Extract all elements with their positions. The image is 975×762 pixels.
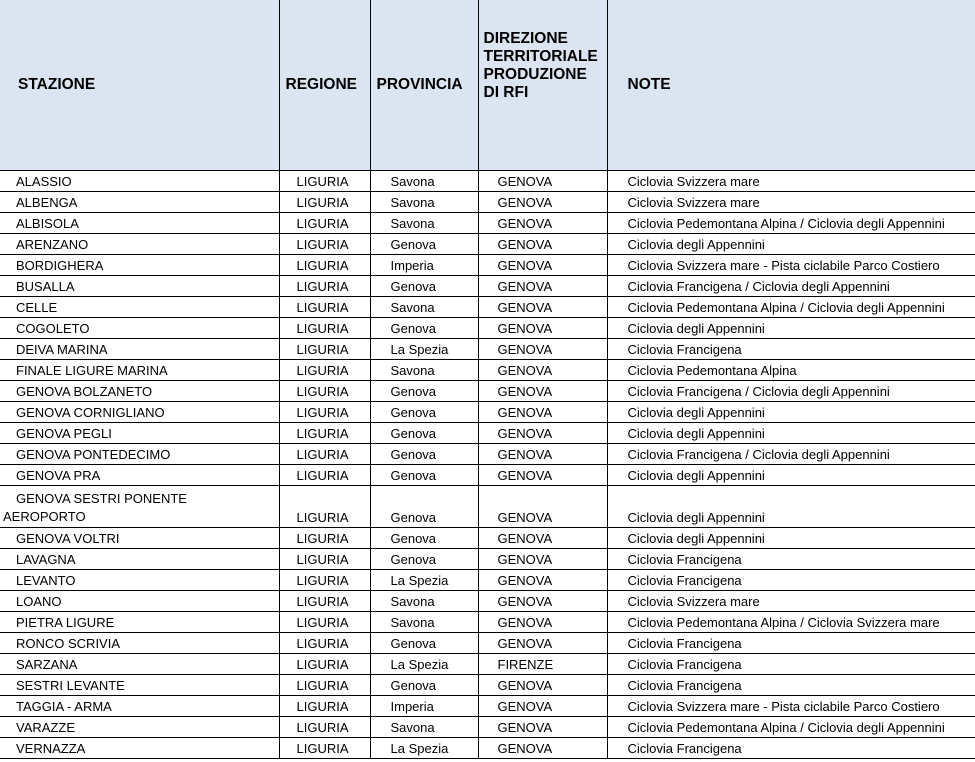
cell-direzione: GENOVA <box>478 191 607 212</box>
cell-regione: LIGURIA <box>279 653 370 674</box>
cell-provincia: Genova <box>370 275 478 296</box>
cell-provincia: Savona <box>370 590 478 611</box>
cell-stazione-line1: GENOVA SESTRI PONENTE <box>16 490 187 506</box>
cell-direzione: GENOVA <box>478 611 607 632</box>
cell-note: Ciclovia Francigena <box>607 569 975 590</box>
cell-stazione: GENOVA CORNIGLIANO <box>0 401 279 422</box>
table-row <box>0 548 975 569</box>
cell-stazione: ALBENGA <box>0 191 279 212</box>
cell-stazione: GENOVA PONTEDECIMO <box>0 443 279 464</box>
cell-stazione: VERNAZZA <box>0 737 279 758</box>
cell-provincia: Imperia <box>370 254 478 275</box>
cell-provincia: La Spezia <box>370 653 478 674</box>
cell-direzione: GENOVA <box>478 275 607 296</box>
cell-regione: LIGURIA <box>279 170 370 191</box>
cell-provincia: Genova <box>370 443 478 464</box>
cell-regione: LIGURIA <box>279 422 370 443</box>
cell-direzione: GENOVA <box>478 317 607 338</box>
table-row <box>0 401 975 422</box>
cell-regione: LIGURIA <box>279 674 370 695</box>
cell-regione: LIGURIA <box>279 464 370 485</box>
cell-note: Ciclovia Pedemontana Alpina / Ciclovia Svizzera mare <box>607 611 975 632</box>
cell-direzione: GENOVA <box>478 212 607 233</box>
cell-regione: LIGURIA <box>279 212 370 233</box>
cell-provincia: Savona <box>370 191 478 212</box>
cell-direzione: GENOVA <box>478 380 607 401</box>
cell-regione: LIGURIA <box>279 569 370 590</box>
cell-regione: LIGURIA <box>279 590 370 611</box>
cell-provincia: Genova <box>370 674 478 695</box>
cell-stazione: LAVAGNA <box>0 548 279 569</box>
table-row <box>0 611 975 632</box>
cell-direzione: GENOVA <box>478 548 607 569</box>
table-row <box>0 674 975 695</box>
cell-stazione: RONCO SCRIVIA <box>0 632 279 653</box>
cell-provincia: Savona <box>370 212 478 233</box>
cell-stazione: GENOVA PRA <box>0 464 279 485</box>
header-provincia: PROVINCIA <box>370 0 478 170</box>
table-row <box>0 212 975 233</box>
cell-note: Ciclovia Svizzera mare - Pista ciclabile Parco Costiero <box>607 695 975 716</box>
cell-stazione: GENOVA PEGLI <box>0 422 279 443</box>
cell-provincia: Savona <box>370 611 478 632</box>
cell-direzione: GENOVA <box>478 254 607 275</box>
cell-provincia: La Spezia <box>370 338 478 359</box>
cell-direzione: GENOVA <box>478 527 607 548</box>
cell-direzione: FIRENZE <box>478 653 607 674</box>
cell-provincia: Genova <box>370 527 478 548</box>
cell-note: Ciclovia degli Appennini <box>607 401 975 422</box>
cell-provincia: Genova <box>370 485 478 527</box>
cell-provincia: La Spezia <box>370 737 478 758</box>
cell-direzione: GENOVA <box>478 485 607 527</box>
cell-note: Ciclovia Francigena <box>607 632 975 653</box>
cell-provincia: Genova <box>370 380 478 401</box>
cell-note: Ciclovia degli Appennini <box>607 317 975 338</box>
cell-provincia: Genova <box>370 233 478 254</box>
cell-stazione: SARZANA <box>0 653 279 674</box>
cell-direzione: GENOVA <box>478 359 607 380</box>
table-body <box>0 170 975 758</box>
table-row <box>0 170 975 191</box>
cell-note: Ciclovia Francigena <box>607 737 975 758</box>
cell-note: Ciclovia Pedemontana Alpina <box>607 359 975 380</box>
cell-direzione: GENOVA <box>478 422 607 443</box>
table-row <box>0 338 975 359</box>
table-row <box>0 464 975 485</box>
cell-note: Ciclovia Svizzera mare - Pista ciclabile Parco Costiero <box>607 254 975 275</box>
cell-provincia: Savona <box>370 296 478 317</box>
cell-regione: LIGURIA <box>279 632 370 653</box>
cell-stazione: COGOLETO <box>0 317 279 338</box>
table-row <box>0 527 975 548</box>
cell-stazione-line2: AEROPORTO <box>3 508 86 524</box>
cell-stazione: PIETRA LIGURE <box>0 611 279 632</box>
cell-provincia: Genova <box>370 548 478 569</box>
cell-direzione: GENOVA <box>478 569 607 590</box>
table-row <box>0 296 975 317</box>
table-row <box>0 590 975 611</box>
cell-note: Ciclovia Svizzera mare <box>607 170 975 191</box>
cell-stazione: ARENZANO <box>0 233 279 254</box>
cell-provincia: Genova <box>370 464 478 485</box>
cell-direzione: GENOVA <box>478 464 607 485</box>
cell-provincia: Savona <box>370 716 478 737</box>
table-row <box>0 569 975 590</box>
cell-stazione: BORDIGHERA <box>0 254 279 275</box>
table-row <box>0 485 975 527</box>
cell-regione: LIGURIA <box>279 359 370 380</box>
table-row <box>0 443 975 464</box>
cell-stazione: CELLE <box>0 296 279 317</box>
cell-regione: LIGURIA <box>279 548 370 569</box>
table-row <box>0 737 975 758</box>
cell-regione: LIGURIA <box>279 380 370 401</box>
table-row <box>0 716 975 737</box>
header-stazione: STAZIONE <box>0 0 279 170</box>
cell-stazione: GENOVA BOLZANETO <box>0 380 279 401</box>
table-header <box>0 0 975 170</box>
cell-regione: LIGURIA <box>279 443 370 464</box>
cell-regione: LIGURIA <box>279 695 370 716</box>
cell-direzione: GENOVA <box>478 737 607 758</box>
cell-note: Ciclovia Francigena / Ciclovia degli Appennini <box>607 380 975 401</box>
cell-direzione: GENOVA <box>478 716 607 737</box>
cell-note: Ciclovia Francigena <box>607 548 975 569</box>
table-row <box>0 317 975 338</box>
cell-direzione: GENOVA <box>478 674 607 695</box>
cell-stazione: SESTRI LEVANTE <box>0 674 279 695</box>
cell-regione: LIGURIA <box>279 401 370 422</box>
cell-stazione: DEIVA MARINA <box>0 338 279 359</box>
cell-regione: LIGURIA <box>279 338 370 359</box>
header-note: NOTE <box>607 0 975 170</box>
cell-provincia: Genova <box>370 632 478 653</box>
cell-note: Ciclovia Francigena <box>607 338 975 359</box>
table-row <box>0 695 975 716</box>
table-row <box>0 359 975 380</box>
cell-note: Ciclovia Svizzera mare <box>607 590 975 611</box>
cell-note: Ciclovia Francigena <box>607 653 975 674</box>
cell-stazione: LOANO <box>0 590 279 611</box>
cell-provincia: Imperia <box>370 695 478 716</box>
table-row <box>0 254 975 275</box>
cell-regione: LIGURIA <box>279 716 370 737</box>
cell-direzione: GENOVA <box>478 338 607 359</box>
cell-regione: LIGURIA <box>279 737 370 758</box>
cell-regione: LIGURIA <box>279 527 370 548</box>
cell-note: Ciclovia Pedemontana Alpina / Ciclovia degli Appennini <box>607 296 975 317</box>
cell-direzione: GENOVA <box>478 233 607 254</box>
cell-note: Ciclovia Francigena <box>607 674 975 695</box>
cell-note: Ciclovia degli Appennini <box>607 233 975 254</box>
header-direzione: DIREZIONE TERRITORIALE PRODUZIONE DI RFI <box>478 0 607 170</box>
cell-regione: LIGURIA <box>279 611 370 632</box>
cell-stazione: TAGGIA - ARMA <box>0 695 279 716</box>
cell-stazione <box>0 485 279 527</box>
cell-regione: LIGURIA <box>279 191 370 212</box>
table-row <box>0 653 975 674</box>
table-row <box>0 191 975 212</box>
cell-regione: LIGURIA <box>279 254 370 275</box>
cell-note: Ciclovia degli Appennini <box>607 422 975 443</box>
table-row <box>0 422 975 443</box>
cell-direzione: GENOVA <box>478 695 607 716</box>
cell-note: Ciclovia Pedemontana Alpina / Ciclovia degli Appennini <box>607 716 975 737</box>
cell-provincia: Genova <box>370 401 478 422</box>
cell-note: Ciclovia degli Appennini <box>607 485 975 527</box>
cell-stazione: GENOVA VOLTRI <box>0 527 279 548</box>
cell-provincia: Savona <box>370 170 478 191</box>
cell-direzione: GENOVA <box>478 170 607 191</box>
cell-note: Ciclovia degli Appennini <box>607 464 975 485</box>
header-regione: REGIONE <box>279 0 370 170</box>
cell-provincia: La Spezia <box>370 569 478 590</box>
cell-regione: LIGURIA <box>279 233 370 254</box>
cell-note: Ciclovia Francigena / Ciclovia degli Appennini <box>607 443 975 464</box>
table-row <box>0 233 975 254</box>
cell-direzione: GENOVA <box>478 443 607 464</box>
cell-regione: LIGURIA <box>279 317 370 338</box>
cell-note: Ciclovia degli Appennini <box>607 527 975 548</box>
cell-provincia: Savona <box>370 359 478 380</box>
table-row <box>0 632 975 653</box>
cell-provincia: Genova <box>370 317 478 338</box>
header-row <box>0 0 975 170</box>
table-row <box>0 275 975 296</box>
cell-regione: LIGURIA <box>279 485 370 527</box>
cell-note: Ciclovia Francigena / Ciclovia degli Appennini <box>607 275 975 296</box>
cell-stazione: ALBISOLA <box>0 212 279 233</box>
cell-note: Ciclovia Pedemontana Alpina / Ciclovia degli Appennini <box>607 212 975 233</box>
cell-stazione: VARAZZE <box>0 716 279 737</box>
cell-direzione: GENOVA <box>478 401 607 422</box>
cell-regione: LIGURIA <box>279 275 370 296</box>
cell-stazione: LEVANTO <box>0 569 279 590</box>
cell-direzione: GENOVA <box>478 590 607 611</box>
cell-note: Ciclovia Svizzera mare <box>607 191 975 212</box>
cell-stazione: FINALE LIGURE MARINA <box>0 359 279 380</box>
table-row <box>0 380 975 401</box>
cell-stazione: BUSALLA <box>0 275 279 296</box>
cell-regione: LIGURIA <box>279 296 370 317</box>
cell-direzione: GENOVA <box>478 296 607 317</box>
cell-direzione: GENOVA <box>478 632 607 653</box>
cell-provincia: Genova <box>370 422 478 443</box>
cell-stazione: ALASSIO <box>0 170 279 191</box>
